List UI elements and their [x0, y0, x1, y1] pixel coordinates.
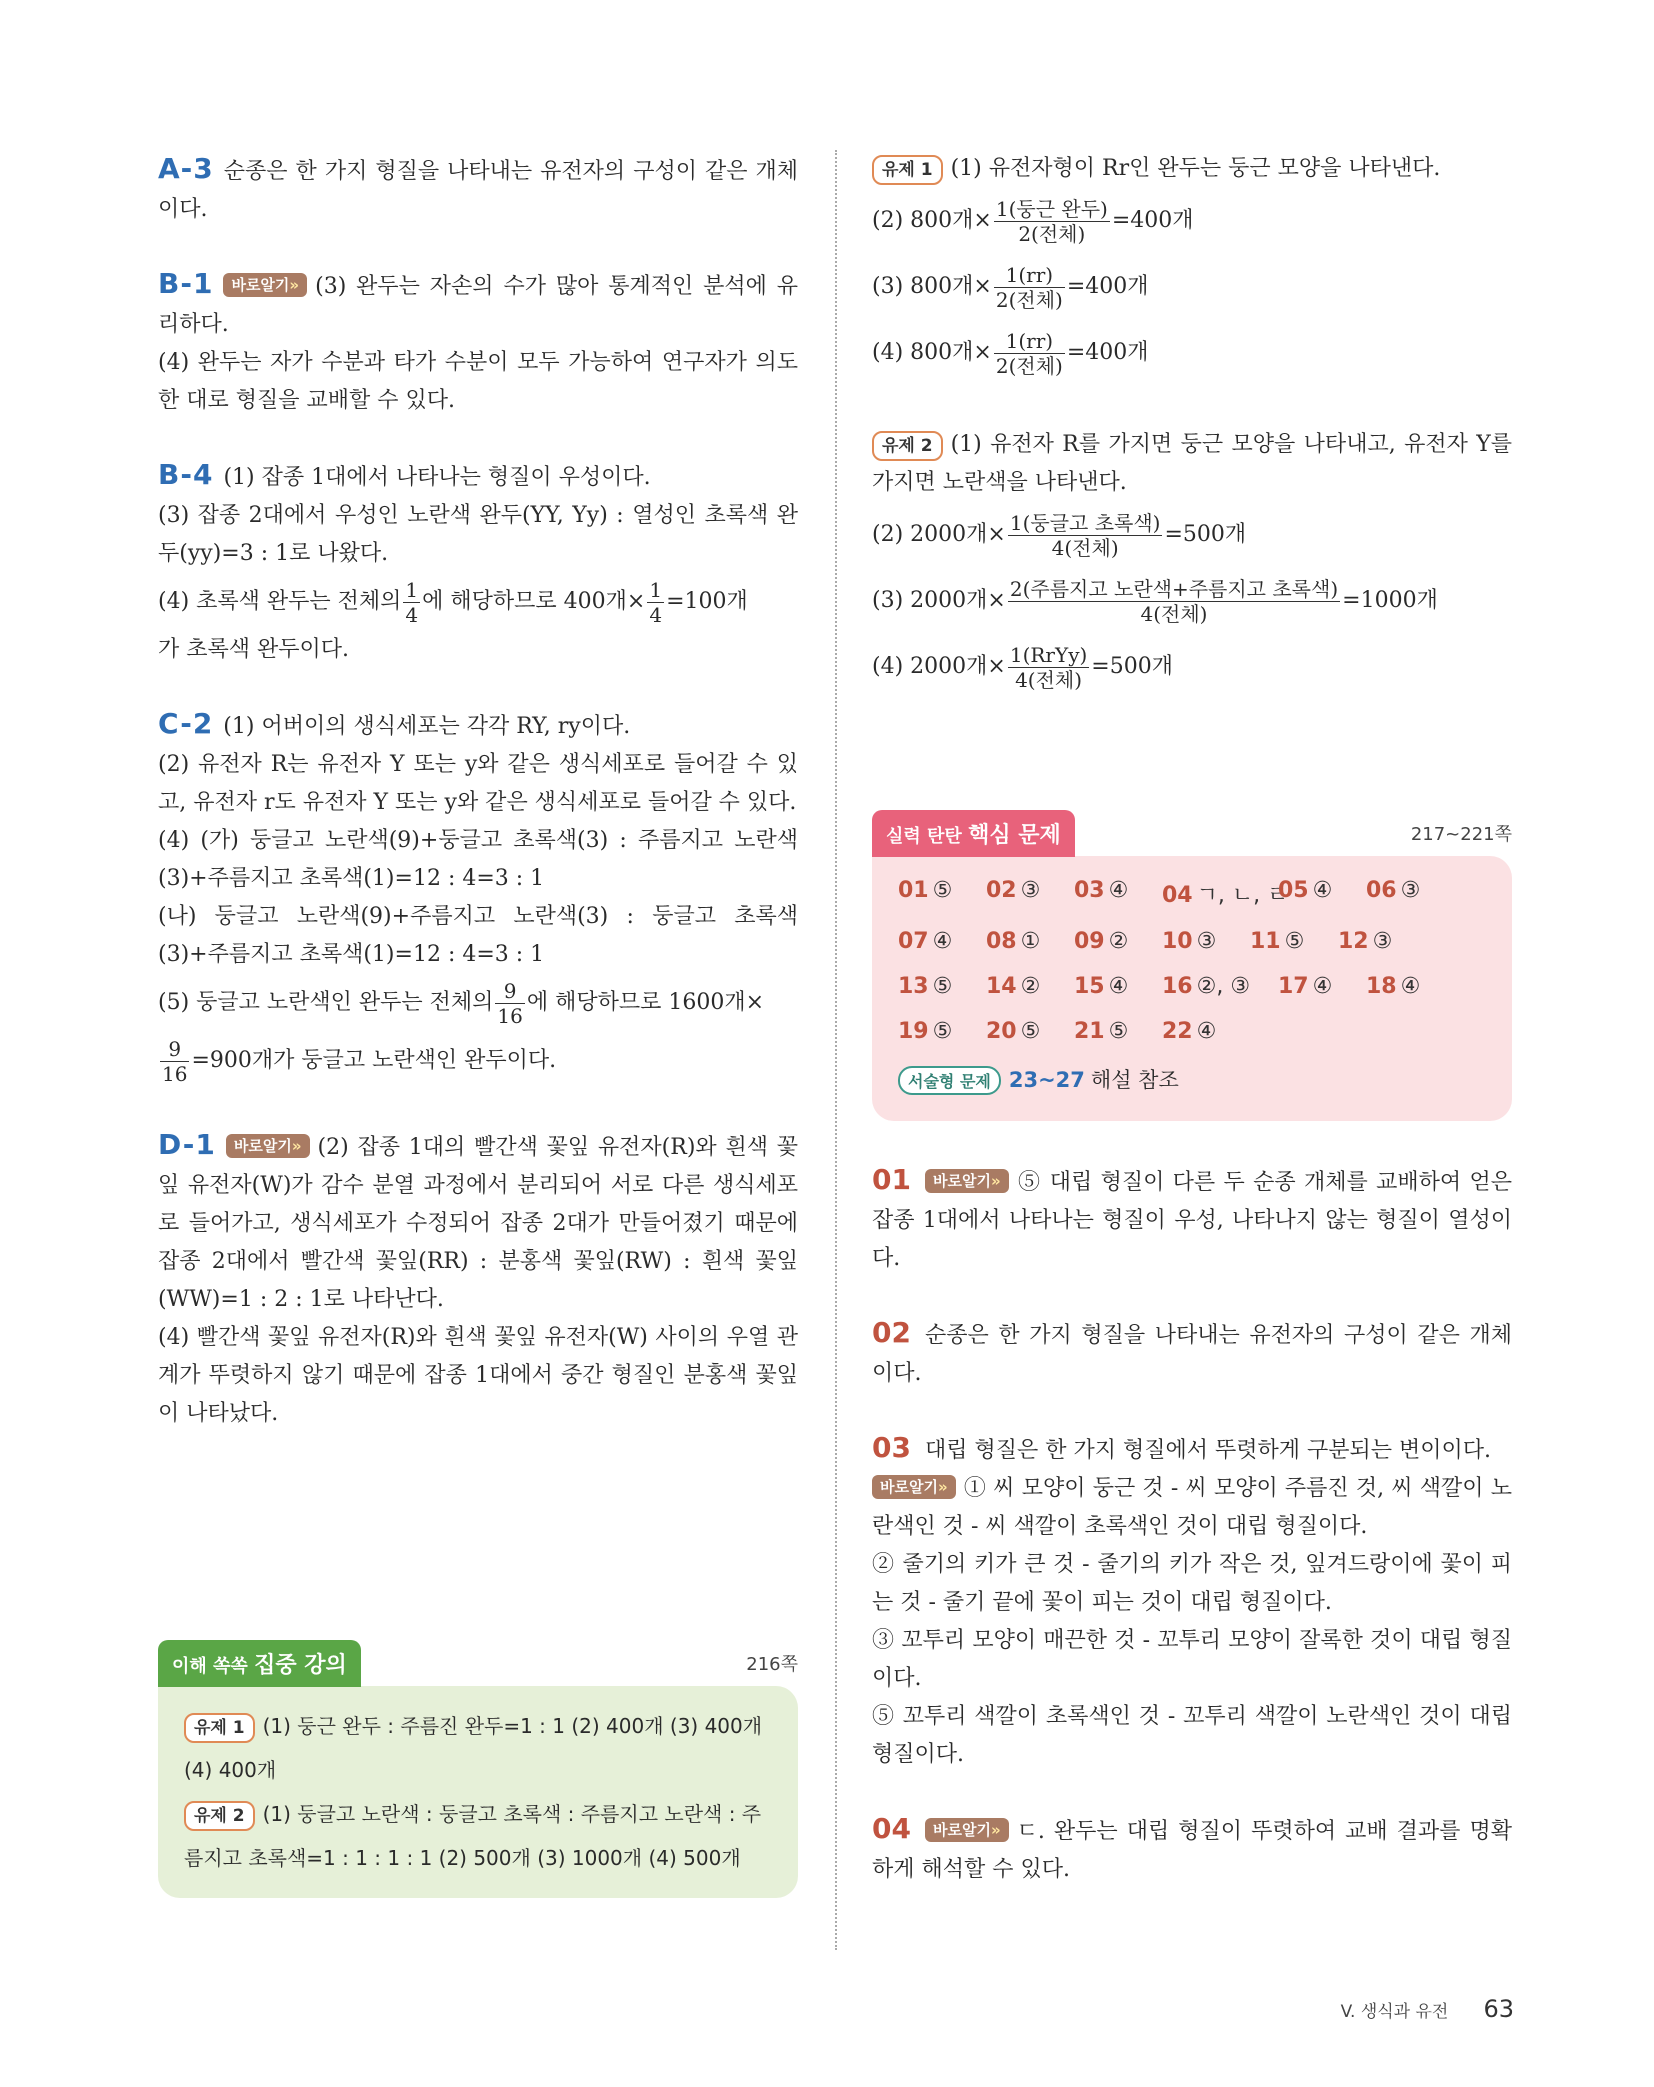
chapter-name: V. 생식과 유전 — [1340, 2002, 1449, 2022]
section-text: (2) 유전자 R는 유전자 Y 또는 y와 같은 생식세포로 들어갈 수 있고, 유전자 r도 유전자 Y 또는 y와 같은 생식세포로 들어갈 수 있다. — [158, 752, 798, 815]
page-ref: 216쪽 — [746, 1654, 798, 1675]
section-b1 — [158, 265, 798, 420]
correction-tag: 바로알기» — [872, 1475, 956, 1499]
answer-item: 06 ③ — [1366, 878, 1421, 903]
section-text: ③ 꼬투리 모양이 매끈한 것 - 꼬투리 모양이 잘록한 것이 대립 형질이다. — [872, 1628, 1512, 1691]
section-text: (4) 빨간색 꽃잎 유전자(R)와 흰색 꽃잎 유전자(W) 사이의 우열 관계가 뚜렷하지 않기 때문에 잡종 1대에서 중간 형질인 분홍색 꽃잎이 나타났다. — [158, 1325, 798, 1426]
section-text: (5) 둥글고 노란색인 완두는 전체의 — [158, 990, 494, 1015]
question-04: 04 바로알기» ㄷ. 완두는 대립 형질이 뚜렷하여 교배 결과를 명확하게 해석할 수 있다. — [872, 1812, 1512, 1882]
equation: (2) 800개× $\frac{\text{1(둥근 완두)}}{\text{2(전체)}}$ =400개 — [872, 196, 1194, 246]
answer-item: 12 ③ — [1338, 929, 1393, 954]
section-a3 — [158, 150, 798, 229]
fraction: $\frac{\text{1(둥글고 초록색)}}{\text{4(전체)}}$ — [1009, 510, 1161, 560]
page-footer — [1341, 1995, 1514, 2023]
section-code: A-3 — [158, 152, 214, 185]
fraction: $\frac{\text{1(RrYy)}}{\text{4(전체)}}$ — [1009, 642, 1088, 692]
fraction: $\frac{1}{4}$ — [649, 577, 663, 627]
section-code: B-4 — [158, 458, 214, 491]
fraction: $\frac{\text{2(주름지고 노란색+주름지고 초록색)}}{\text{4(전체)}}$ — [1009, 576, 1339, 626]
answer-item: 05 ④ — [1278, 878, 1333, 903]
section-text: (나) 둥글고 노란색(9)+주름지고 노란색(3) : 둥글고 초록색(3)+주름지고 초록색(1)=12 : 4=3 : 1 — [158, 904, 798, 967]
answer-item: 11 ⑤ — [1250, 929, 1305, 954]
fraction: $\frac{\text{1(둥근 완두)}}{\text{2(전체)}}$ — [995, 196, 1108, 246]
answer-item: 02 ③ — [986, 878, 1041, 903]
equation: (4) 2000개× $\frac{\text{1(RrYy)}}{\text{4(전체)}}$ =500개 — [872, 642, 1173, 692]
answer-item: 20 ⑤ — [986, 1019, 1041, 1044]
correction-tag: 바로알기» — [226, 1134, 310, 1158]
example-label: 유제 2 — [184, 1801, 255, 1831]
answer-item: 16 ②, ③ — [1162, 974, 1251, 999]
answer-item: 21 ⑤ — [1074, 1019, 1129, 1044]
lecture-title: 이해 쏙쏙 집중 강의 — [158, 1640, 361, 1687]
section-text: (1) 어버이의 생식세포는 각각 RY, ry이다. — [223, 714, 631, 739]
section-d1 — [158, 1126, 798, 1433]
section-b4 — [158, 456, 798, 669]
correction-tag: 바로알기» — [223, 273, 307, 297]
correction-tag: 바로알기» — [925, 1818, 1009, 1842]
equation: (4) 800개× $\frac{1(rr)}{\text{2(전체)}}$ =400개 — [872, 328, 1149, 378]
answer-box — [872, 810, 1512, 1121]
equation: (2) 2000개× $\frac{\text{1(둥글고 초록색)}}{\text{4(전체)}}$ =500개 — [872, 510, 1247, 560]
section-code: B-1 — [158, 267, 214, 300]
answer-item: 14 ② — [986, 974, 1041, 999]
page-ref: 217~221쪽 — [1410, 824, 1512, 845]
section-text: 에 해당하므로 1600개× — [526, 990, 765, 1015]
section-text: =100개 — [666, 589, 748, 614]
example-label: 유제 2 — [872, 431, 943, 461]
answer-item: 17 ④ — [1278, 974, 1333, 999]
answer-item: 13 ⑤ — [898, 974, 953, 999]
example-1-solution — [872, 150, 1512, 386]
question-01: 01 바로알기» ⑤ 대립 형질이 다른 두 순종 개체를 교배하여 얻은 잡종 1대에서 나타나는 형질이 우성, 나타나지 않는 형질이 열성이다. — [872, 1163, 1512, 1271]
question-02: 02 순종은 한 가지 형질을 나타내는 유전자의 구성이 같은 개체이다. — [872, 1316, 1512, 1386]
left-column — [158, 150, 798, 1870]
right-column — [872, 150, 1512, 1925]
equation: (3) 2000개× $\frac{\text{2(주름지고 노란색+주름지고 초록색)}}{\text{4(전체)}}$ =1000개 — [872, 576, 1438, 626]
section-text: (1) 잡종 1대에서 나타나는 형질이 우성이다. — [223, 465, 651, 490]
answer-item: 18 ④ — [1366, 974, 1421, 999]
column-divider — [835, 150, 837, 1950]
fraction: $\frac{9}{16}$ — [162, 1036, 188, 1086]
fraction: $\frac{1(rr)}{\text{2(전체)}}$ — [995, 328, 1063, 378]
section-text: 순종은 한 가지 형질을 나타내는 유전자의 구성이 같은 개체이다. — [158, 159, 798, 222]
correction-tag: 바로알기» — [925, 1169, 1009, 1193]
section-text: =900개가 둥글고 노란색인 완두이다. — [191, 1048, 557, 1073]
section-text: (4) 완두는 자가 수분과 타가 수분이 모두 가능하여 연구자가 의도한 대로 형질을 교배할 수 있다. — [158, 350, 798, 413]
section-text: 가 초록색 완두이다. — [158, 637, 349, 662]
answer-item: 09 ② — [1074, 929, 1129, 954]
fraction: $\frac{9}{16}$ — [497, 978, 523, 1028]
answer-item: 08 ① — [986, 929, 1041, 954]
example-2-solution — [872, 426, 1512, 700]
lecture-box — [158, 1640, 798, 1898]
section-text: (4) (가) 둥글고 노란색(9)+둥글고 초록색(3) : 주름지고 노란색(3)+주름지고 초록색(1)=12 : 4=3 : 1 — [158, 828, 798, 891]
answer-item: 10 ③ — [1162, 929, 1217, 954]
section-text: (4) 초록색 완두는 전체의 — [158, 589, 402, 614]
section-c2 — [158, 705, 798, 1090]
answer-item: 22 ④ — [1162, 1019, 1217, 1044]
example-label: 유제 1 — [184, 1713, 255, 1743]
essay-note: 서술형 문제 23~27 해설 참조 — [898, 1064, 1486, 1095]
page-number: 63 — [1483, 1995, 1514, 2023]
section-code: D-1 — [158, 1128, 216, 1161]
section-text: ⑤ 꼬투리 색깔이 초록색인 것 - 꼬투리 색깔이 노란색인 것이 대립 형질이다. — [872, 1704, 1512, 1767]
example-answer: (1) 둥근 완두 : 주름진 완두=1 : 1 (2) 400개 (3) 400개 (4) 400개 — [184, 1714, 763, 1782]
example-answer: (1) 둥글고 노란색 : 둥글고 초록색 : 주름지고 노란색 : 주름지고 초록색=1 : 1 : 1 : 1 (2) 500개 (3) 1000개 (4) 500개 — [184, 1802, 762, 1870]
example-label: 유제 1 — [872, 155, 943, 185]
section-text: (1) 유전자형이 Rr인 완두는 둥근 모양을 나타낸다. — [950, 156, 1441, 181]
answer-item: 07 ④ — [898, 929, 953, 954]
answer-item: 04 ㄱ, ㄴ, ㄹ — [1162, 883, 1289, 908]
answer-item: 03 ④ — [1074, 878, 1129, 903]
answer-title: 실력 탄탄 핵심 문제 — [872, 810, 1075, 857]
section-text: (2) 잡종 1대의 빨간색 꽃잎 유전자(R)와 흰색 꽃잎 유전자(W)가 감수 분열 과정에서 분리되어 서로 다른 생식세포로 들어가고, 생식세포가 수정되어 잡종 2대가 만들어졌기 때문에 잡종 2대에서 빨간색 꽃잎(RR) : 분홍색 꽃잎(RW) : 흰색 꽃잎(WW)=1 : 2 : 1로 나타난다. — [158, 1135, 798, 1312]
answer-item: 01 ⑤ — [898, 878, 953, 903]
section-code: C-2 — [158, 707, 214, 740]
fraction: $\frac{1}{4}$ — [405, 577, 419, 627]
section-text: (1) 유전자 R를 가지면 둥근 모양을 나타내고, 유전자 Y를 가지면 노란색을 나타낸다. — [872, 432, 1512, 495]
fraction: $\frac{1(rr)}{\text{2(전체)}}$ — [995, 262, 1063, 312]
answer-item: 19 ⑤ — [898, 1019, 953, 1044]
section-text: (3) 잡종 2대에서 우성인 노란색 완두(YY, Yy) : 열성인 초록색 완두(yy)=3 : 1로 나왔다. — [158, 503, 798, 566]
equation: (3) 800개× $\frac{1(rr)}{\text{2(전체)}}$ =400개 — [872, 262, 1149, 312]
question-03: 03 대립 형질은 한 가지 형질에서 뚜렷하게 구분되는 변이이다. 바로알기» ① 씨 모양이 둥근 것 - 씨 모양이 주름진 것, 씨 색깔이 노란색인 것 - 씨 색깔이 초록색인 것이 대립 형질이다. ② 줄기의 키가 큰 것 - 줄기의 키가 작은 것, 잎겨드랑이에 꽃이 피는 것 - 줄기 끝에 꽃이 피는 것이 대립 형질이다. ③ 꼬투리 모양이 매끈한 것 - 꼬투리 모양이 잘록한 것이 대립 형질이다. ⑤ 꼬투리 색깔이 초록색인 것 - 꼬투리 색깔이 노란색인 것이 대립 형질이다. — [872, 1429, 1512, 1774]
answer-item: 15 ④ — [1074, 974, 1129, 999]
section-text: (3) 완두는 자손의 수가 많아 통계적인 분석에 유리하다. — [158, 274, 798, 337]
section-text: 에 해당하므로 400개× — [422, 589, 646, 614]
section-text: ② 줄기의 키가 큰 것 - 줄기의 키가 작은 것, 잎겨드랑이에 꽃이 피는 것 - 줄기 끝에 꽃이 피는 것이 대립 형질이다. — [872, 1552, 1512, 1615]
